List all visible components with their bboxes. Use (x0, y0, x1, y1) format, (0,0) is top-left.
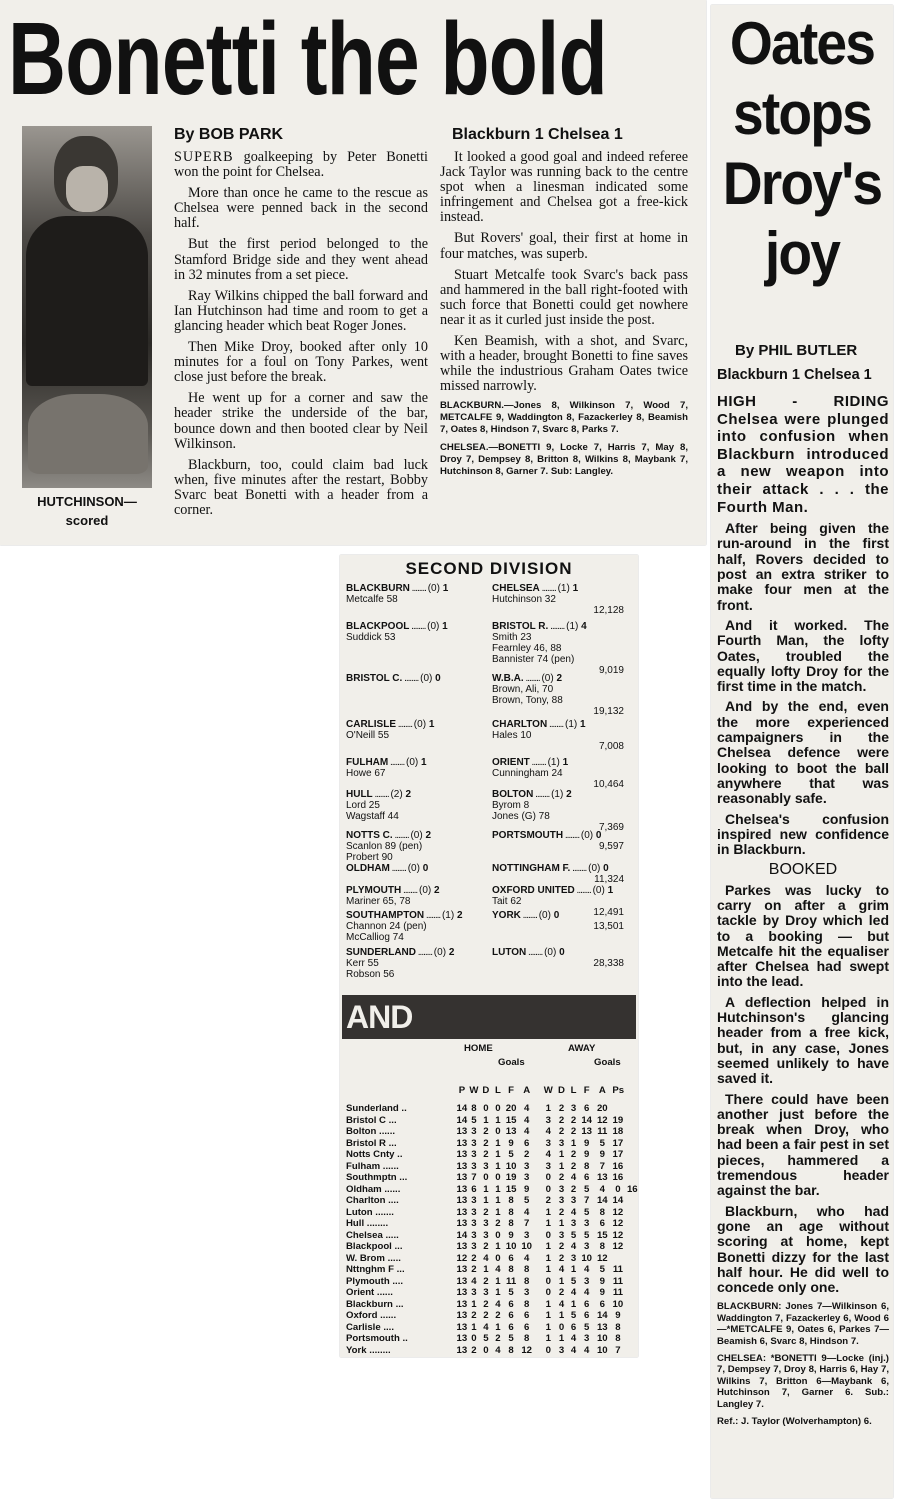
article-column: HIGH - RIDING Chelsea were plunged into confusion when Blackburn introduced a new weapon into their attack . . . the Fourth Man. After being given the run-around in the first half, Rovers decided to post an extra striker to make four men at the front. And it worked. The Fourth Man, the lofty Oates, troubled the equally lofty Droy for the first time in the match. And by the end, even the more experienced campaigners in the Chelsea defence were looking to boot the ball anywhere that was reasonably safe. Chelsea's confusion inspired new confidence in Blackburn. BOOKED Parkes was lucky to carry on after a grim tackle by Droy which led to a booking — but Metcalfe hit the equaliser after Chelsea had swept into the lead. A deflection helped in Hutchinson's glancing header from a free kick, but, in any case, Jones seemed unlikely to have saved it. There could have been another just before the break when Droy, who had been a fair pest in set pieces, hammered a tremendous header against the bar. Blackburn, who had gone an age without scoring at home, kept Bonetti dizzy for the last half hour. He did well to concede only one. BLACKBURN: Jones 7—Wilkinson 6, Waddington 7, Fazackerley 6, Wood 6—*METCALFE 9, Oates 6, Parkes 7—Beamish 6, Svarc 8, Hindson 7. CHELSEA: *BONETTI 9—Locke (inj.) 7, Dempsey 7, Droy 8, Harris 6, Hay 7, Wilkins 7, Britton 6—Maybank 6, Hutchinson 7, Garner 6. Sub.: Langley 7. Ref.: J. Taylor (Wolverhampton) 6. (717, 393, 889, 1428)
hutchinson-photo (22, 126, 152, 488)
score-line: Blackburn 1 Chelsea 1 (717, 367, 872, 383)
byline: By BOB PARK (174, 126, 284, 143)
subhead: BOOKED (768, 861, 838, 879)
article-column-1: SUPERB goalkeeping by Peter Bonetti won the point for Chelsea. More than once he came to the rescue as Chelsea were penned back in the second half. But the first period belonged to the Stamford Bridge side and they went ahead in 32 minutes from a set piece. Ray Wilkins chipped the ball forward and Ian Hutchinson had time and room to get a glancing header which beat Roger Jones. Then Mike Droy, booked after only 10 minutes for a foul on Tony Parkes, went close just before the break. He went up for a corner and saw the header strike the underside of the bar, bounce down and then booted clear by Neil Wilkinson. Blackburn, too, could claim bad luck when, five minutes after the restart, Bobby Svarc beat Bonetti with a header from a corner. (174, 149, 428, 518)
table-header: HOME AWAY Goals Goals (464, 1043, 621, 1068)
byline: By PHIL BUTLER (735, 342, 858, 359)
headline: Oates stops Droy's joy (722, 10, 882, 287)
article-column-2: It looked a good goal and indeed referee Jack Taylor was running back to the centre spot when a linesman indicated some infringement and Chelsea got a free-kick instead. But Rovers' goal, their first at home in four matches, was superb. Stuart Metcalfe took Svarc's back pass and hammered in the ball right-footed with such force that Bonetti could get nowhere near it as it curled just inside the post. Ken Beamish, with a shot, and Svarc, with a header, brought Bonetti to fine saves while the industrious Graham Oates twice missed narrowly. BLACKBURN.—Jones 8, Wilkinson 7, Wood 7, METCALFE 9, Waddington 8, Fazackerley 8, Beamish 7, Oates 8, Hindson 7, Svarc 8, Parks 7. CHELSEA.—BONETTI 9, Locke 7, Harris 7, May 8, Droy 7, Dempsey 8, Britton 8, Wilkins 8, Maybank 7, Hutchinson 8, Garner 7. Sub: Langley. (440, 149, 688, 478)
blackburn-ratings: BLACKBURN: Jones 7—Wilkinson 6, Waddington 7, Fazackerley 6, Wood 6—*METCALFE 9, Oates 6, Parkes 7—Beamish 6, Svarc 8, Hindson 7. (717, 1301, 889, 1347)
headline: Bonetti the bold (8, 1, 607, 116)
results-heading: SECOND DIVISION (405, 559, 573, 578)
article-bonetti-clipping (0, 0, 706, 545)
photo-caption: HUTCHINSON— scored (37, 494, 137, 528)
chelsea-lineup: CHELSEA.—BONETTI 9, Locke 7, Harris 7, May 8, Droy 7, Dempsey 8, Britton 8, Wilkins 8, Maybank 7, Hutchinson 8, Garner 7. Sub: Langley. (440, 442, 688, 478)
table-banner: AND (342, 995, 636, 1039)
score-line: Blackburn 1 Chelsea 1 (452, 126, 623, 143)
article-oates-clipping (711, 5, 893, 1498)
results-and-table-clipping: SECOND DIVISION BLACKBURN ........ (0) 1 Metcalfe 58 CHELSEA ........ (1) 1 Hutchinson 32 12,128 BLACKPOOL ........ (0) 1 Suddick 53 BRISTOL R. ........ (1) 4 Smith 23 Fearnley 46, 88 Bannister 74 (pen) 9,019 BRISTOL C. ........ (0) 0 W.B.A. ........ (0) 2 Brown, Ali, 70 Brown, Tony, 88 19,132 CARLISLE ........ (0) 1 O'Neill 55 CHARLTON ........ (1) 1 Hales 10 7,008 FULHAM ........ (0) 1 Howe 67 ORIENT ........ (1) 1 Cunningham 24 10,464 HULL ........ (2) 2 Lord 25 Wagstaff 44 BOLTON ........ (1) 2 Byrom 8 Jones (G) 78 7,369 NOTTS C. ........ (0) 2 Scanlon 89 (pen) Probert 90 PORTSMOUTH ........ (0) 0 9,597 OLDHAM ........ (0) 0 NOTTINGHAM F. ........ (0) 0 11,324 PLYMOUTH ........ (0) 2 Mariner 65, 78 OXFORD UNITED ........ (0) 1 Tait 62 12,491 SOUTHAMPTON ........ (1) 2 Channon 24 (pen) McCalliog 74 YORK ........ (0) 0 13,501 SUNDERLAND ........ (0) 2 Kerr 55 Robson 56 LUTON ........ (0) 0 28,338 AND HOME AWAY Goals Goals P W D L F A W D L F A Ps Sunderland .. 14 8 0 0 20 4 1 2 3 6 20 Bristol C ... 14 5 1 1 15 4 3 2 2 14 12 19 Bolton ...... 13 3 2 0 13 4 4 2 2 13 11 18 Bristol R ... 13 3 2 1 9 6 3 3 1 9 5 17 Notts Cnty .. 13 3 2 1 5 2 4 1 2 9 9 17 Fulham ...... 13 3 3 1 10 3 3 1 2 8 7 16 Southmptn ... 13 7 0 0 19 3 0 2 4 6 13 16 Oldham ...... 13 6 1 1 15 9 0 3 2 5 4 0 16 Charlton .... 13 3 1 1 8 5 2 3 3 7 14 14 Luton ....... 13 3 2 1 8 4 1 2 4 5 8 12 Hull ........ 13 3 3 2 8 7 1 1 3 3 6 12 Chelsea ..... 14 3 3 0 9 3 0 3 5 5 15 12 Blackpool ... 13 3 2 1 10 10 1 2 4 3 8 12 W. Brom ..... 12 2 4 0 6 4 1 2 3 10 12 Nttnghm F ... 13 2 1 4 8 8 1 4 1 4 5 11 Plymouth .... 13 4 2 1 11 8 0 1 5 3 9 11 Orient ...... 13 3 3 1 5 3 0 2 4 4 9 11 Blackburn ... 13 1 2 4 6 8 1 4 1 6 6 10 Oxford ...... 13 2 2 2 6 6 1 1 5 6 14 9 Carlisle .... 13 1 4 1 6 6 1 0 6 5 13 8 Portsmouth .. 13 0 5 2 5 8 1 1 4 3 10 8 York ........ 13 2 0 4 8 12 0 3 4 4 10 7 (340, 555, 638, 1357)
referee-rating: Ref.: J. Taylor (Wolverhampton) 6. (717, 1416, 872, 1428)
chelsea-ratings: CHELSEA: *BONETTI 9—Locke (inj.) 7, Dempsey 7, Droy 8, Harris 6, Hay 7, Wilkins 7, Britton 6—Maybank 6, Hutchinson 7, Garner 6. Sub.: Langley 7. (717, 1353, 889, 1410)
blackburn-lineup: BLACKBURN.—Jones 8, Wilkinson 7, Wood 7, METCALFE 9, Waddington 8, Fazackerley 8, Beamish 7, Oates 8, Hindson 7, Svarc 8, Parks 7. (440, 400, 688, 436)
